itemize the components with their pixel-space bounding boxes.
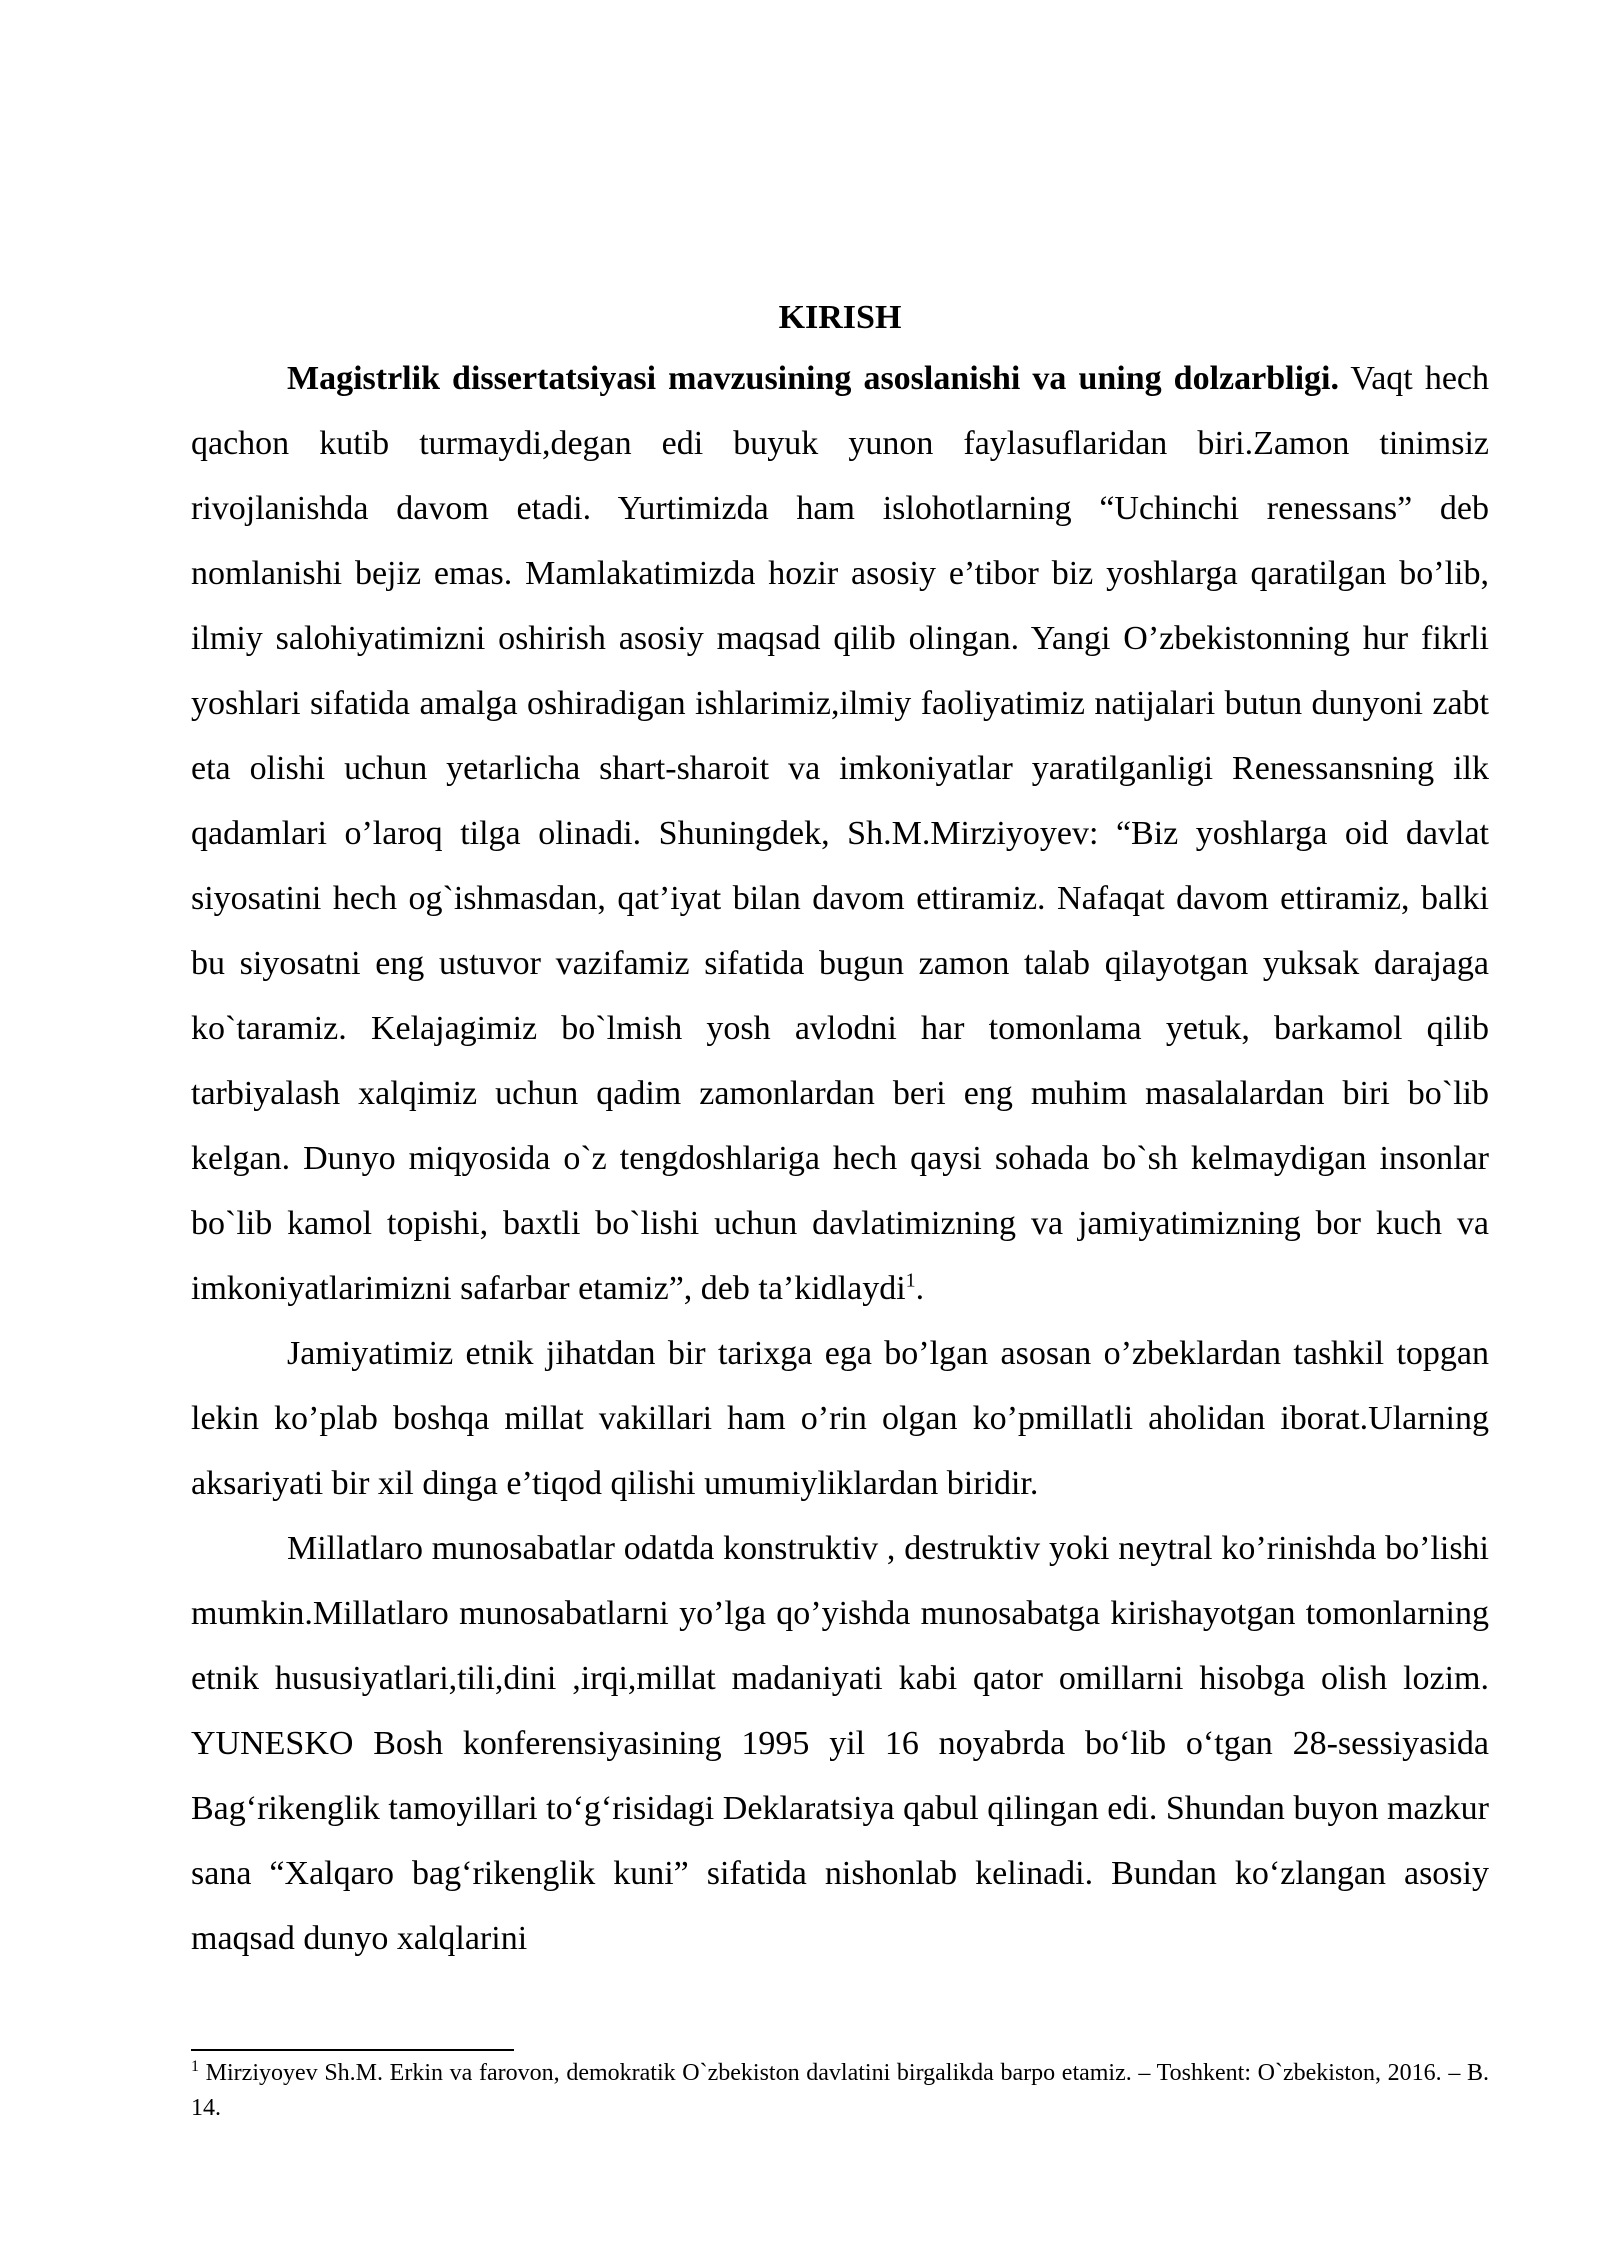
footnote xyxy=(191,2056,1489,2126)
footnote-number: 1 xyxy=(191,2058,199,2075)
section-subheading: Magistrlik dissertatsiyasi mavzusining asoslanishi va uning dolzarbligi. xyxy=(287,360,1339,397)
footnote-reference[interactable]: 1 xyxy=(905,1269,916,1292)
page-body xyxy=(191,290,1489,1971)
paragraph-1 xyxy=(191,346,1489,1321)
footnote-separator xyxy=(191,2049,514,2051)
paragraph-1-tail: . xyxy=(915,1270,925,1307)
page-title: KIRISH xyxy=(778,299,902,336)
paragraph-2: Jamiyatimiz etnik jihatdan bir tarixga ega bo’lgan asosan o’zbeklardan tashkil topgan lekin ko’plab boshqa millat vakillari ham o’rin olgan ko’pmillatli aholidan iborat.Ularning aksariyati bir xil dinga e’tiqod qilishi umumiyliklardan biridir. xyxy=(191,1335,1489,1502)
paragraph-3: Millatlaro munosabatlar odatda konstruktiv , destruktiv yoki neytral ko’rinishda bo’lishi mumkin.Millatlaro munosabatlarni yo’lga qo’yishda munosabatga kirishayotgan tomonlarning etnik hususiyatlari,tili,dini ,irqi,millat madaniyati kabi qator omillarni hisobga olish lozim. YUNESKO Bosh konferensiyasining 1995 yil 16 noyabrda bo‘lib o‘tgan 28-sessiyasida Bag‘rikenglik tamoyillari to‘g‘risidagi Deklaratsiya qabul qilingan edi. Shundan buyon mazkur sana “Xalqaro bag‘rikenglik kuni” sifatida nishonlab kelinadi. Bundan ko‘zlangan asosiy maqsad dunyo xalqlarini xyxy=(191,1530,1489,1957)
paragraph-1-text: Vaqt hech qachon kutib turmaydi,degan edi buyuk yunon faylasuflaridan biri.Zamon tinimsiz rivojlanishda davom etadi. Yurtimizda ham islohotlarning “Uchinchi renessans” deb nomlanishi bejiz emas. Mamlakatimizda hozir asosiy e’tibor biz yoshlarga qaratilgan bo’lib, ilmiy salohiyatimizni oshirish asosiy maqsad qilib olingan. Yangi O’zbekistonning hur fikrli yoshlari sifatida amalga oshiradigan ishlarimiz,ilmiy faoliyatimiz natijalari butun dunyoni zabt eta olishi uchun yetarlicha shart-sharoit va imkoniyatlar yaratilganligi Renessansning ilk qadamlari o’laroq tilga olinadi. Shuningdek, Sh.M.Mirziyoyev: “Biz yoshlarga oid davlat siyosatini hech og`ishmasdan, qat’iyat bilan davom ettiramiz. Nafaqat davom ettiramiz, balki bu siyosatni eng ustuvor vazifamiz sifatida bugun zamon talab qilayotgan yuksak darajaga ko`taramiz. Kelajagimiz bo`lmish yosh avlodni har tomonlama yetuk, barkamol qilib tarbiyalash xalqimiz uchun qadim zamonlardan beri eng muhim masalalardan biri bo`lib kelgan. Dunyo miqyosida o`z tengdoshlariga hech qaysi sohada bo`sh kelmaydigan insonlar bo`lib kamol topishi, baxtli bo`lishi uchun davlatimizning va jamiyatimizning bor kuch va imkoniyatlarimizni safarbar etamiz”, deb ta’kidlaydi xyxy=(191,360,1489,1307)
footnote-text: Mirziyoyev Sh.M. Erkin va farovon, demokratik O`zbekiston davlatini birgalikda barpo etamiz. – Toshkent: O`zbekiston, 2016. – B. 14. xyxy=(191,2060,1489,2121)
